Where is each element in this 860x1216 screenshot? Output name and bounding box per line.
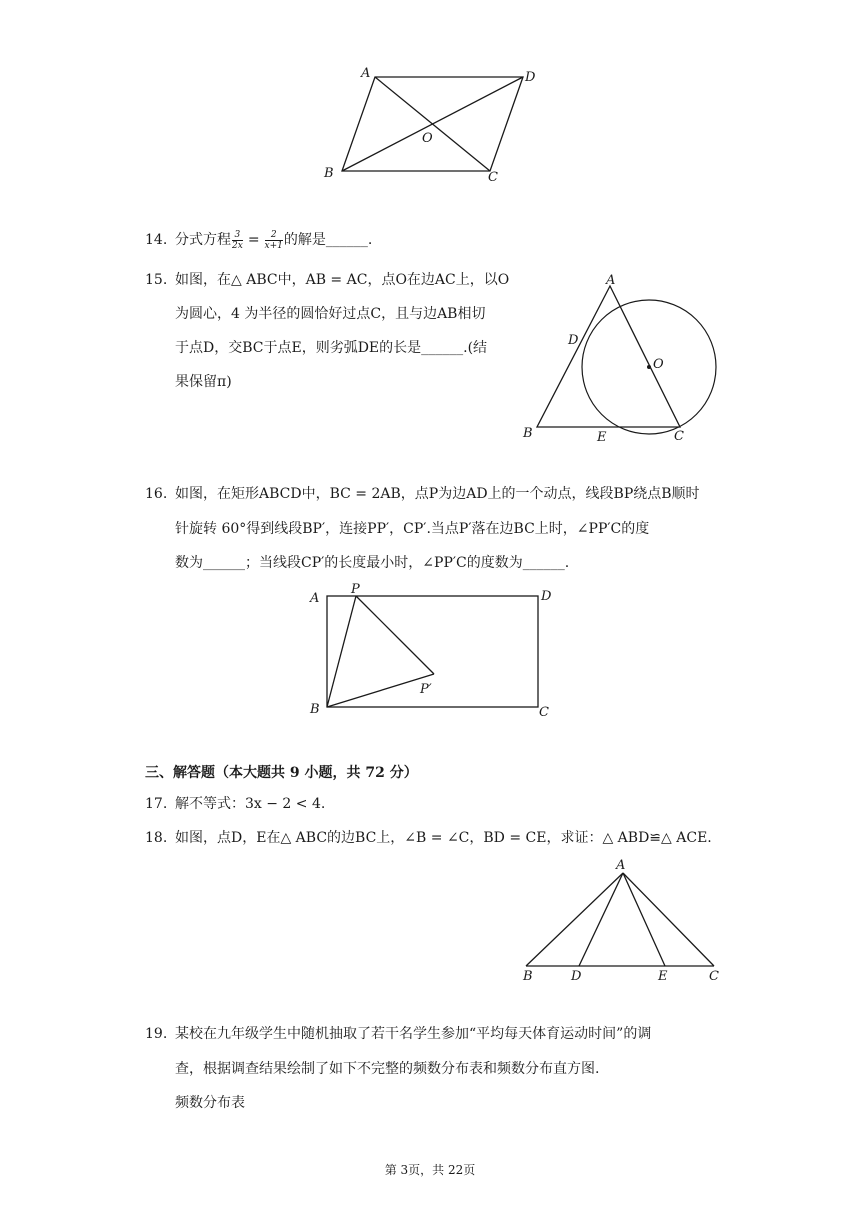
label-e: E bbox=[658, 969, 668, 984]
segment-ad bbox=[579, 873, 623, 966]
fraction-2 bbox=[265, 230, 283, 251]
question-15 bbox=[145, 264, 509, 297]
q16-line-2: 针旋转 60°得到线段BP′，连接PP′，CP′.当点P′落在边BC上时，∠PP′C的度 bbox=[175, 521, 650, 537]
q18-text: 如图，点D，E在△ ABC的边BC上，∠B = ∠C，BD = CE，求证：△ ABD≌△ ACE. bbox=[175, 830, 712, 846]
segment-bp bbox=[327, 596, 356, 707]
q15-line-2: 为圆心，4 为半径的圆恰好过点C，且与边AB相切 bbox=[175, 306, 486, 322]
q16-line-3: 数为______；当线段CP′的长度最小时，∠PP′C的度数为______. bbox=[175, 555, 570, 571]
q17-text: 解不等式：3x − 2 < 4. bbox=[175, 796, 326, 812]
label-d: D bbox=[571, 969, 582, 984]
q16-line-1: 如图，在矩形ABCD中，BC = 2AB，点P为边AD上的一个动点，线段BP绕点B顺时 bbox=[175, 486, 700, 502]
label-c: C bbox=[488, 170, 498, 185]
label-b: B bbox=[310, 702, 320, 717]
page-footer: 第 3页，共 22页 bbox=[384, 1163, 476, 1177]
question-number: 19. bbox=[145, 1026, 168, 1042]
label-c: C bbox=[674, 429, 684, 444]
label-b: B bbox=[324, 166, 334, 181]
q14-suffix: 的解是______. bbox=[283, 232, 373, 248]
side-ab bbox=[526, 873, 623, 966]
diagonal-bd bbox=[342, 77, 523, 171]
label-c: C bbox=[709, 969, 719, 984]
rectangle-abcd bbox=[327, 596, 538, 707]
question-16 bbox=[145, 478, 700, 511]
side-ac bbox=[623, 873, 714, 966]
label-o: O bbox=[422, 131, 433, 146]
segment-bp-prime bbox=[327, 674, 434, 707]
center-point-o bbox=[647, 365, 651, 369]
q19-line-3: 频数分布表 bbox=[175, 1095, 245, 1111]
question-number: 17. bbox=[145, 796, 168, 812]
isosceles-triangle-figure bbox=[515, 855, 730, 985]
fraction-numerator: 2 bbox=[270, 229, 277, 240]
label-a: A bbox=[361, 66, 371, 81]
fraction-denominator: x+1 bbox=[264, 240, 283, 251]
label-b: B bbox=[523, 969, 533, 984]
q15-line-4: 果保留π) bbox=[175, 374, 232, 390]
q14-prefix: 分式方程 bbox=[175, 232, 231, 248]
fraction-denominator: 2x bbox=[232, 240, 243, 251]
question-18 bbox=[145, 822, 712, 855]
triangle-circle-figure bbox=[515, 270, 725, 450]
question-number: 14. bbox=[145, 232, 168, 248]
question-number: 16. bbox=[145, 486, 168, 502]
label-b: B bbox=[523, 426, 533, 441]
question-19 bbox=[145, 1018, 651, 1051]
question-17 bbox=[145, 788, 325, 821]
equals-sign: = bbox=[247, 232, 260, 248]
segment-ae bbox=[623, 873, 665, 966]
q19-line-1: 某校在九年级学生中随机抽取了若干名学生参加“平均每天体育运动时间”的调 bbox=[175, 1026, 652, 1042]
label-a: A bbox=[310, 591, 320, 606]
section-heading: 三、解答题（本大题共 9 小题，共 72 分） bbox=[145, 765, 418, 781]
q19-line-2: 查，根据调查结果绘制了如下不完整的频数分布表和频数分布直方图. bbox=[175, 1061, 600, 1077]
label-p: P bbox=[351, 582, 360, 597]
label-p-prime: P′ bbox=[420, 682, 432, 697]
label-c: C bbox=[539, 705, 549, 720]
parallelogram-figure bbox=[318, 60, 538, 185]
question-14 bbox=[145, 224, 372, 257]
question-number: 15. bbox=[145, 272, 168, 288]
fraction-numerator: 3 bbox=[234, 229, 241, 240]
label-o: O bbox=[653, 357, 664, 372]
q15-line-1: 如图，在△ ABC中，AB = AC，点O在边AC上，以O bbox=[175, 272, 510, 288]
label-d: D bbox=[541, 589, 552, 604]
rectangle-figure bbox=[305, 582, 565, 722]
label-d: D bbox=[568, 333, 579, 348]
question-number: 18. bbox=[145, 830, 168, 846]
fraction-1 bbox=[232, 230, 243, 251]
label-d: D bbox=[525, 70, 536, 85]
label-a: A bbox=[616, 858, 626, 873]
label-e: E bbox=[597, 430, 607, 445]
segment-pp-prime bbox=[356, 596, 434, 674]
q15-line-3: 于点D，交BC于点E，则劣弧DE的长是______.(结 bbox=[175, 340, 488, 356]
label-a: A bbox=[606, 273, 616, 288]
